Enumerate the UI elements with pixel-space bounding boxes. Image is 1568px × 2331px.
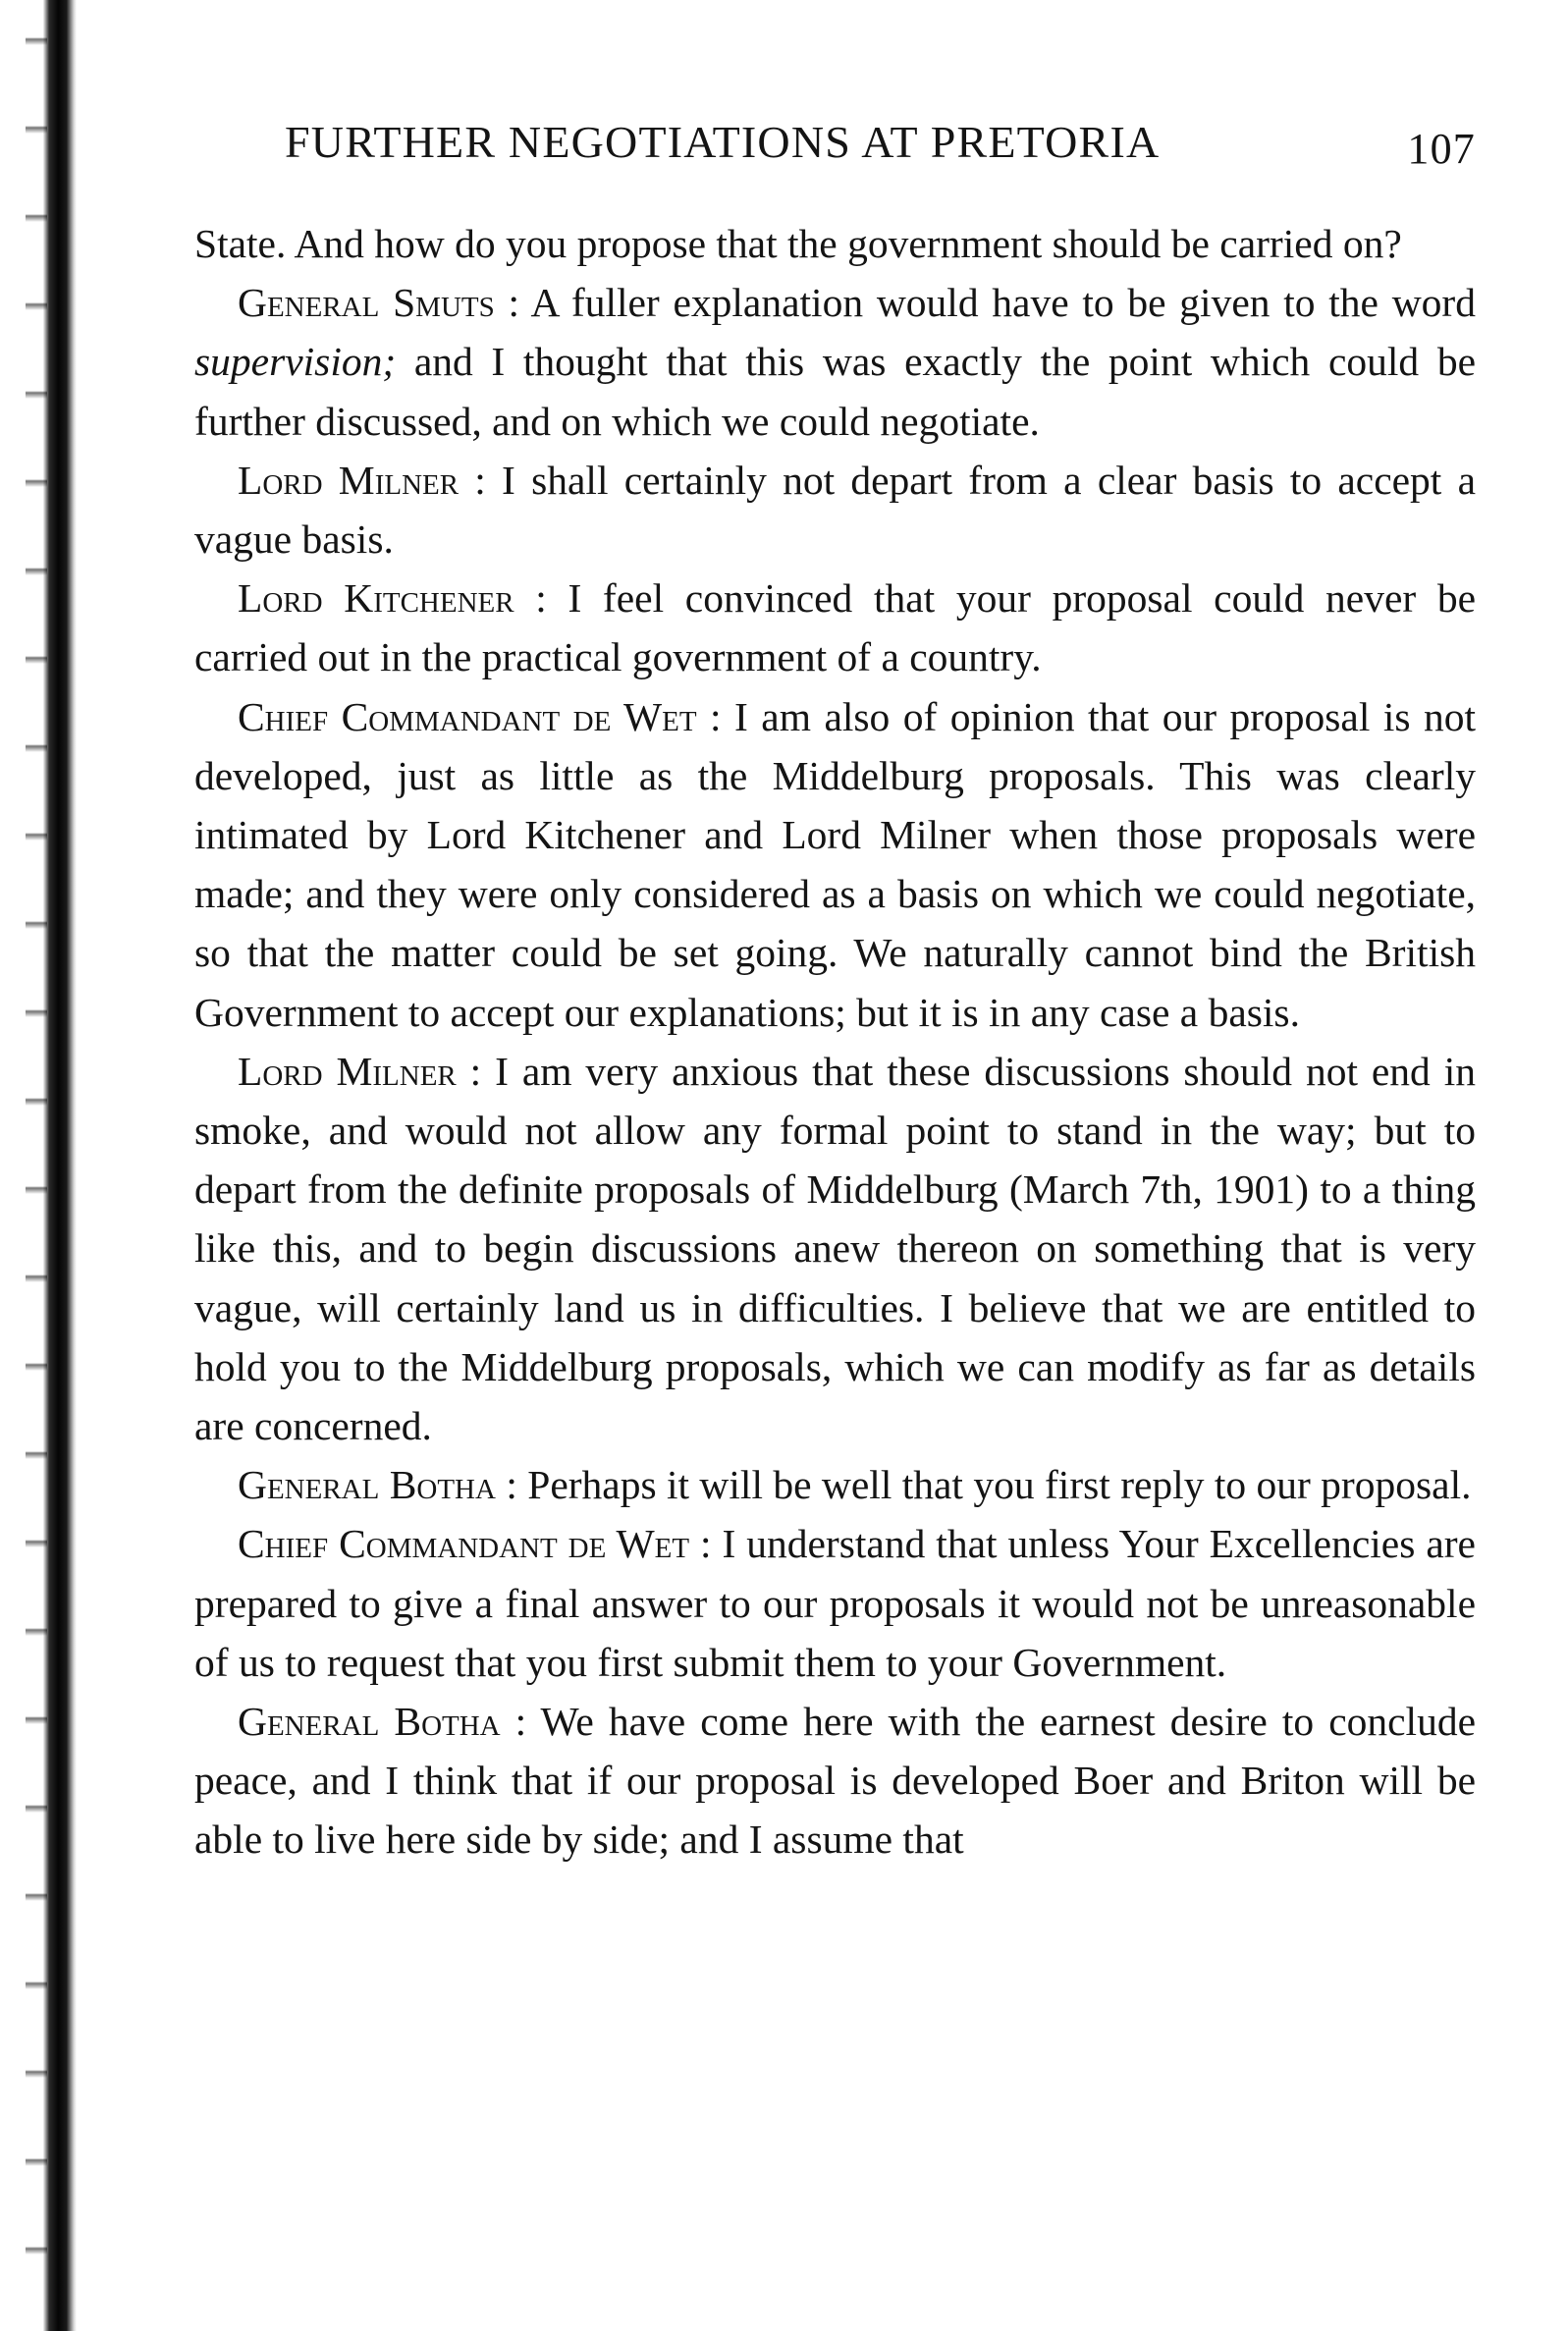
paragraph <box>194 1042 1476 1455</box>
paragraph <box>194 687 1476 1042</box>
paragraph <box>194 1455 1476 1514</box>
italic-term: supervision; <box>194 339 397 385</box>
page-number: 107 <box>1407 125 1476 173</box>
paragraph <box>194 1514 1476 1692</box>
speaker-name: Lord Milner <box>238 1048 457 1094</box>
speaker-name: Chief Commandant de Wet <box>238 1521 690 1567</box>
speaker-name: General Smuts <box>238 280 495 326</box>
running-title: FURTHER NEGOTIATIONS AT PRETORIA <box>285 117 1161 167</box>
paragraph-text: : I am also of opinion that our proposal is not developed, just as little as the Middelburg proposals. This was clearly intimated by Lord Kitchener and Lord Milner when those proposals were made; and they were only considered as a basis on which we could negotiate, so that the matter could be set going. We naturally cannot bind the British Government to accept our explanations; but it is in any case a basis. <box>194 693 1476 1035</box>
speaker-name: General Botha <box>238 1462 496 1508</box>
paragraph <box>194 451 1476 569</box>
paragraph-text: : I feel convinced that your proposal could never be carried out in the practical government of a country. <box>194 575 1477 680</box>
paragraph-text: : I shall certainly not depart from a clear basis to accept a vague basis. <box>194 457 1476 563</box>
speaker-name: General Botha <box>238 1699 501 1745</box>
book-page <box>194 116 1476 1870</box>
binding-shadow <box>26 0 47 2331</box>
paragraph-text: : A fuller explanation would have to be given to the word <box>494 280 1476 326</box>
paragraph <box>194 569 1476 686</box>
speaker-name: Chief Commandant de Wet <box>238 693 697 739</box>
page-header <box>194 116 1476 192</box>
paragraph-text: State. And how do you propose that the government should be carried on? <box>194 221 1402 266</box>
paragraph-text: : I am very anxious that these discussions should not end in smoke, and would not allow any formal point to stand in the way; but to depart from the definite proposals of Middelburg (March 7th, 1901) to a thing like this, and to begin discussions anew thereon on something that is very vague, will certainly land us in difficulties. I believe that we are entitled to hold you to the Middelburg proposals, which we can modify as far as details are concerned. <box>194 1048 1476 1449</box>
paragraph-text: : Perhaps it will be well that you first reply to our proposal. <box>495 1462 1472 1508</box>
book-binding-edge <box>43 0 77 2331</box>
paragraph <box>194 273 1476 451</box>
paragraph-text: : I understand that unless Your Excellencies are prepared to give a final answer to our proposals it would not be unreasonable of us to request that you first submit them to your Government. <box>194 1521 1476 1685</box>
speaker-name: Lord Kitchener <box>238 575 514 622</box>
page-body <box>194 214 1476 1870</box>
paragraph-text: and I thought that this was exactly the point which could be further discussed, and on which we could negotiate. <box>194 339 1476 444</box>
speaker-name: Lord Milner <box>238 457 460 503</box>
paragraph <box>194 214 1476 273</box>
paragraph-text: : We have come here with the earnest desire to conclude peace, and I think that if our proposal is developed Boer and Briton will be able to live here side by side; and I assume that <box>194 1699 1476 1863</box>
paragraph <box>194 1692 1476 1870</box>
